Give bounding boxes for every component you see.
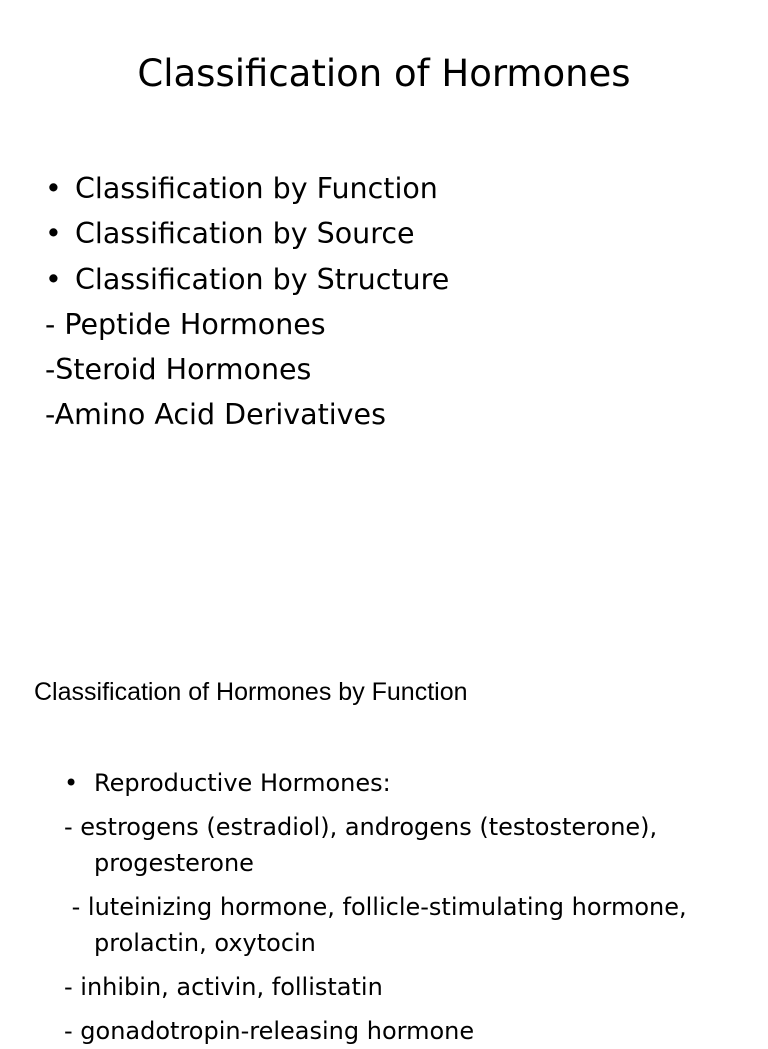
list-item-text: Classification by Source xyxy=(75,217,415,251)
list-item xyxy=(45,257,449,302)
slide-2 xyxy=(0,640,768,1045)
slide-1-title: Classification of Hormones xyxy=(137,52,631,95)
list-item xyxy=(64,765,744,801)
bullet-icon: • xyxy=(45,217,62,251)
list-item xyxy=(64,969,744,1005)
list-item-continuation: progesterone xyxy=(94,849,254,877)
list-item-continuation: prolactin, oxytocin xyxy=(94,929,316,957)
list-item-text: - inhibin, activin, follistatin xyxy=(64,973,383,1001)
list-item-text: Classification by Function xyxy=(75,172,438,205)
list-item xyxy=(45,392,449,437)
list-item-text: - luteinizing hormone, follicle-stimulating hormone, xyxy=(64,893,687,921)
list-item-text: - Peptide Hormones xyxy=(45,307,326,341)
list-item xyxy=(45,166,449,211)
list-item xyxy=(45,302,449,347)
list-item-text: - estrogens (estradiol), androgens (testosterone), xyxy=(64,813,658,841)
list-item-text: -Steroid Hormones xyxy=(45,353,312,387)
list-item-text: Reproductive Hormones: xyxy=(94,769,391,797)
list-item xyxy=(64,1013,744,1049)
list-item xyxy=(64,889,744,961)
bullet-icon: • xyxy=(45,172,62,205)
list-item-text: - gonadotropin-releasing hormone xyxy=(64,1017,475,1045)
list-item xyxy=(45,211,449,256)
bullet-icon: • xyxy=(64,769,79,797)
list-item-text: Classification by Structure xyxy=(75,262,450,296)
slide-2-bullet-list xyxy=(64,765,744,1049)
slide-2-title: Classification of Hormones by Function xyxy=(34,678,468,706)
list-item xyxy=(45,347,449,392)
list-item xyxy=(64,809,744,881)
bullet-icon: • xyxy=(45,262,62,296)
slide-1-bullet-list xyxy=(45,166,449,438)
list-item-text: -Amino Acid Derivatives xyxy=(45,398,386,432)
